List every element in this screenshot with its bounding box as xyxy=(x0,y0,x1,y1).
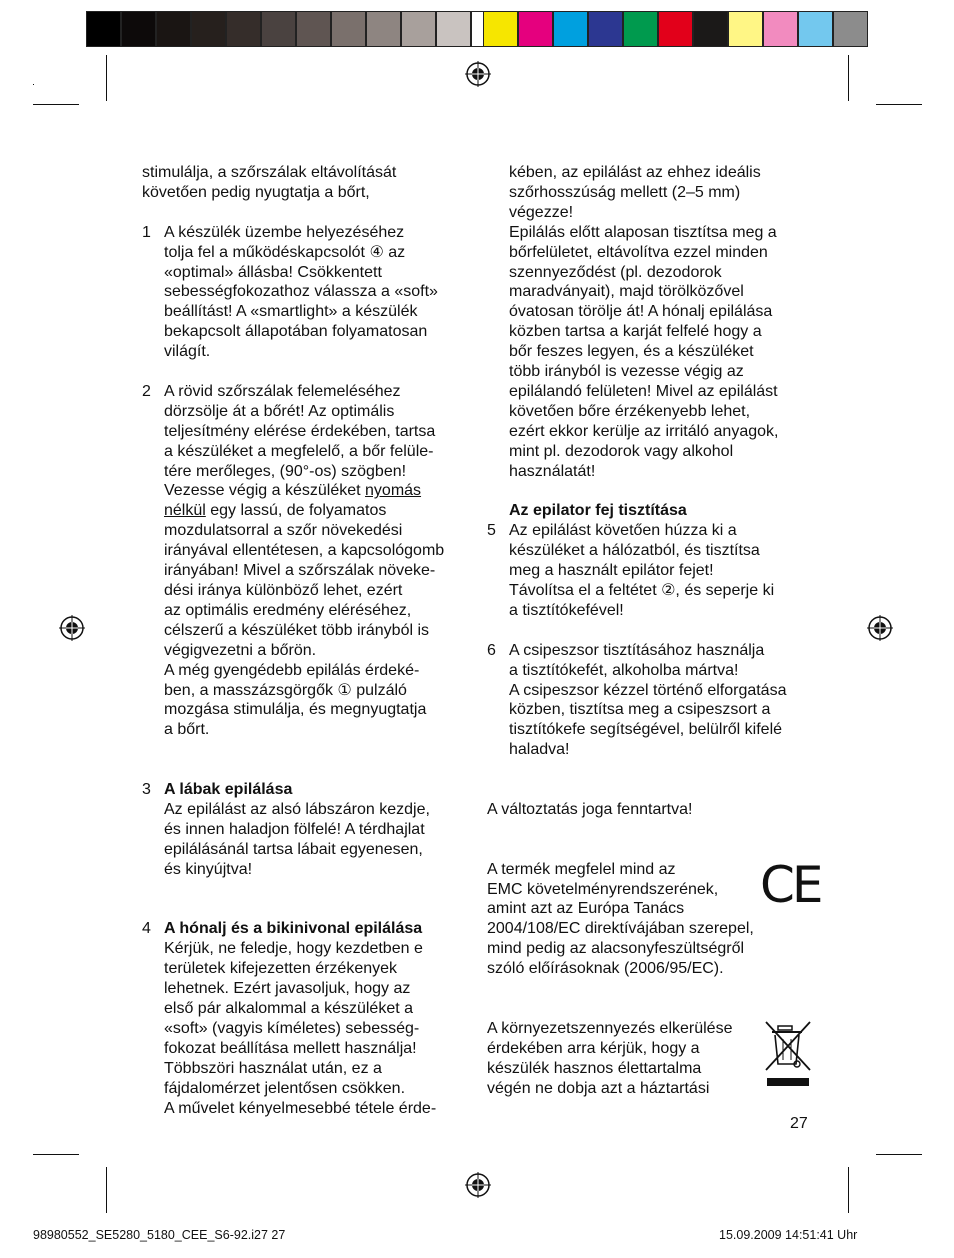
text-line: teljesítmény elérése érdekében, tartsa xyxy=(164,422,436,440)
text-line: követően pedig nyugtatja a bőrt, xyxy=(142,183,370,201)
step-title: A lábak epilálása xyxy=(164,781,293,799)
text-line: A csipeszsor tisztításához használja xyxy=(509,641,765,659)
page-number: 27 xyxy=(790,1115,808,1132)
step-4 xyxy=(142,919,472,1118)
text-line: epilálásánál tartsa lábait egyenesen, xyxy=(164,840,423,858)
text-line: követően bőre érzékenyebb lehet, xyxy=(509,402,751,420)
step-5 xyxy=(487,521,822,621)
step-6 xyxy=(487,641,822,760)
step-number: 2 xyxy=(142,382,151,400)
text-line: A művelet kényelmesebbé tétele érde- xyxy=(164,1099,437,1117)
text-line: területek kifejezetten érzékenyek xyxy=(164,960,398,978)
gray-swatch xyxy=(366,11,401,47)
text-line: A környezetszennyezés elkerülése xyxy=(487,1019,733,1037)
intro-text xyxy=(142,163,472,203)
crop-mark xyxy=(876,1154,922,1155)
gray-swatch xyxy=(436,11,471,47)
text-line: közben tartsa a karját felfelé hogy a xyxy=(509,323,762,341)
gray-swatch xyxy=(401,11,436,47)
text-line: az optimális eredmény eléréséhez, xyxy=(164,601,412,619)
crop-mark xyxy=(106,1167,107,1213)
registration-mark-top-icon xyxy=(465,61,491,87)
text-line: Az epilálást követően húzza ki a xyxy=(509,522,737,540)
crop-mark xyxy=(33,1154,79,1155)
color-swatch xyxy=(553,11,588,47)
text-line: bőrfelületet, eltávolítva ezzel minden xyxy=(509,243,768,261)
text-line: maradványait), majd törölközővel xyxy=(509,283,744,301)
registration-mark-bottom-icon xyxy=(465,1172,491,1198)
text-line: mind pedig az alacsonyfeszültségről xyxy=(487,940,745,958)
text-line: célszerű a készüléket több irányból is xyxy=(164,621,430,639)
text-line: dörzsölje át a bőrét! Az optimális xyxy=(164,402,395,420)
text-line: Távolítsa el a feltétet ②, és seperje ki xyxy=(509,582,775,600)
text-line: A még gyengédebb epilálás érdeké- xyxy=(164,661,420,679)
text-line: amint azt az Európa Tanács xyxy=(487,900,685,918)
text-line: haladva! xyxy=(509,741,570,759)
step-1 xyxy=(142,223,472,362)
text-line: Többszöri használat után, ez a xyxy=(164,1059,382,1077)
gray-swatch xyxy=(156,11,191,47)
underlined-text: nyomás xyxy=(365,482,422,500)
text-line: tisztítókefe segítségével, belülről kifelé xyxy=(509,721,783,739)
text-line: végezze! xyxy=(509,203,574,221)
text-line: sebességfokozathoz válassza a «soft» xyxy=(164,283,438,301)
step-number: 4 xyxy=(142,920,151,938)
text-line: a tisztítókefét, alkoholba mártva! xyxy=(509,661,739,679)
section-title: Az epilator fej tisztítása xyxy=(509,502,687,520)
crop-mark xyxy=(33,84,34,85)
text-line: világít. xyxy=(164,343,211,361)
text-line: óvatosan törölje át! A hónalj epilálása xyxy=(509,303,773,321)
text-line: lehetnek. Ezért javasoljuk, hogy az xyxy=(164,980,411,998)
text-line: stimulálja, a szőrszálak eltávolítását xyxy=(142,164,397,181)
crop-mark xyxy=(848,1167,849,1213)
right-column xyxy=(487,163,822,1099)
color-swatch xyxy=(728,11,763,47)
text-line: és kinyújtva! xyxy=(164,860,253,878)
text-line: Kérjük, ne feledje, hogy kezdetben e xyxy=(164,940,423,958)
text-fragment: Vezesse végig a készüléket xyxy=(164,482,366,500)
rights-reserved-text: A változtatás joga fenntartva! xyxy=(487,800,693,818)
gray-swatch xyxy=(191,11,226,47)
footer-timestamp: 15.09.2009 14:51:41 Uhr xyxy=(719,1228,858,1242)
text-line: használatát! xyxy=(509,462,596,480)
continued-text xyxy=(487,163,822,482)
gray-swatch xyxy=(121,11,156,47)
text-line: fájdalomérzet jelentősen csökken. xyxy=(164,1079,406,1097)
text-line: készülék hasznos élettartalma xyxy=(487,1059,702,1077)
color-swatch xyxy=(483,11,518,47)
text-line: több irányból is vezesse végig az xyxy=(509,363,744,381)
text-line: Epilálás előtt alaposan tisztítsa meg a xyxy=(509,223,777,241)
text-line: EMC követelményrendszerének, xyxy=(487,880,719,898)
crop-mark xyxy=(33,104,79,105)
crop-mark xyxy=(106,55,107,101)
text-line: tére merőleges, (90°-os) szögben! xyxy=(164,462,407,480)
text-line: 2004/108/EC direktívájában szerepel, xyxy=(487,920,754,938)
gray-swatch xyxy=(331,11,366,47)
color-swatch xyxy=(763,11,798,47)
ce-mark-icon: CE xyxy=(760,856,821,914)
color-swatch xyxy=(623,11,658,47)
text-line: érdekében arra kérjük, hogy a xyxy=(487,1039,700,1057)
text-line: ezért ekkor kerülje az irritáló anyagok, xyxy=(509,422,779,440)
text-line: szennyeződést (pl. dezodorok xyxy=(509,263,722,281)
text-line: szőrhosszúság mellett (2–5 mm) xyxy=(509,183,741,201)
step-number: 1 xyxy=(142,223,151,241)
color-swatch xyxy=(798,11,833,47)
text-line: A készülék üzembe helyezéséhez xyxy=(164,223,405,241)
text-line: és innen haladjon fölfelé! A térdhajlat xyxy=(164,820,425,838)
color-swatch xyxy=(658,11,693,47)
gray-swatch xyxy=(226,11,261,47)
text-line: A csipeszsor kézzel történő elforgatása xyxy=(509,681,787,699)
text-line: «optimal» állásba! Csökkentett xyxy=(164,263,382,281)
crossed-out-bin-icon xyxy=(764,1020,814,1090)
color-swatch xyxy=(833,11,868,47)
text-line xyxy=(164,481,472,501)
text-line: a tisztítókefével! xyxy=(509,601,624,619)
text-line: irányával ellentétesen, a kapcsológomb xyxy=(164,542,445,560)
text-line: mint pl. dezodorok vagy alkohol xyxy=(509,442,734,460)
color-swatch xyxy=(693,11,728,47)
color-swatch xyxy=(518,11,553,47)
text-fragment: egy lassú, de folyamatos xyxy=(205,502,387,520)
text-line: ben, a masszázsgörgők ① pulzáló xyxy=(164,681,407,699)
text-line xyxy=(164,501,472,521)
text-line: A rövid szőrszálak felemeléséhez xyxy=(164,382,401,400)
text-line: meg a használt epilátor fejet! xyxy=(509,562,714,580)
text-line: Az epilálást az alsó lábszáron kezdje, xyxy=(164,800,430,818)
step-title: A hónalj és a bikinivonal epilálása xyxy=(164,920,423,938)
text-line: dési iránya különböző lehet, ezért xyxy=(164,582,403,599)
registration-mark-right-icon xyxy=(867,615,893,641)
text-line: végén ne dobja azt a háztartási xyxy=(487,1079,710,1097)
text-line: mozgása stimulálja, és megnyugtatja xyxy=(164,701,427,719)
text-line: A termék megfelel mind az xyxy=(487,860,676,878)
text-line: készüléket a hálózatból, és tisztítsa xyxy=(509,542,760,560)
underlined-text: nélkül xyxy=(164,502,206,520)
footer-file-info: 98980552_SE5280_5180_CEE_S6-92.i27 27 xyxy=(33,1228,286,1242)
text-line: irányában! Mivel a szőrszálak növeke- xyxy=(164,562,436,580)
step-2 xyxy=(142,382,472,740)
text-line: tolja fel a működéskapcsolót ④ az xyxy=(164,243,406,261)
text-line: első pár alkalommal a készüléket a xyxy=(164,1000,414,1017)
crop-mark xyxy=(876,104,922,105)
crop-mark xyxy=(848,55,849,101)
text-line: a bőrt. xyxy=(164,721,210,739)
text-line: epilálandó felületen! Mivel az epilálást xyxy=(509,382,778,400)
step-3 xyxy=(142,780,472,880)
text-line: bőr feszes legyen, és a készüléket xyxy=(509,343,754,361)
gray-swatch xyxy=(86,11,121,47)
gray-swatch xyxy=(261,11,296,47)
step-number: 5 xyxy=(487,522,496,540)
text-line: fokozat beállítása mellett használja! xyxy=(164,1039,417,1057)
text-line: közben, tisztítsa meg a csipeszsort a xyxy=(509,701,771,719)
text-line: kében, az epilálást az ehhez ideális xyxy=(509,164,761,181)
step-number: 6 xyxy=(487,641,496,659)
text-line: «soft» (vagyis kíméletes) sebesség- xyxy=(164,1019,420,1037)
color-swatch xyxy=(588,11,623,47)
registration-mark-left-icon xyxy=(59,615,85,641)
text-line: végigvezetni a bőrön. xyxy=(164,641,317,659)
step-number: 3 xyxy=(142,781,151,799)
text-line: mozdulatsorral a szőr növekedési xyxy=(164,522,403,540)
text-line: a készüléket a megfelelő, a bőr felüle- xyxy=(164,442,434,460)
text-line: bekapcsolt állapotában folyamatosan xyxy=(164,323,428,341)
text-line: beállítást! A «smartlight» a készülék xyxy=(164,303,418,321)
text-line: szóló előírásoknak (2006/95/EC). xyxy=(487,960,724,978)
left-column xyxy=(142,163,472,1118)
gray-swatch xyxy=(296,11,331,47)
